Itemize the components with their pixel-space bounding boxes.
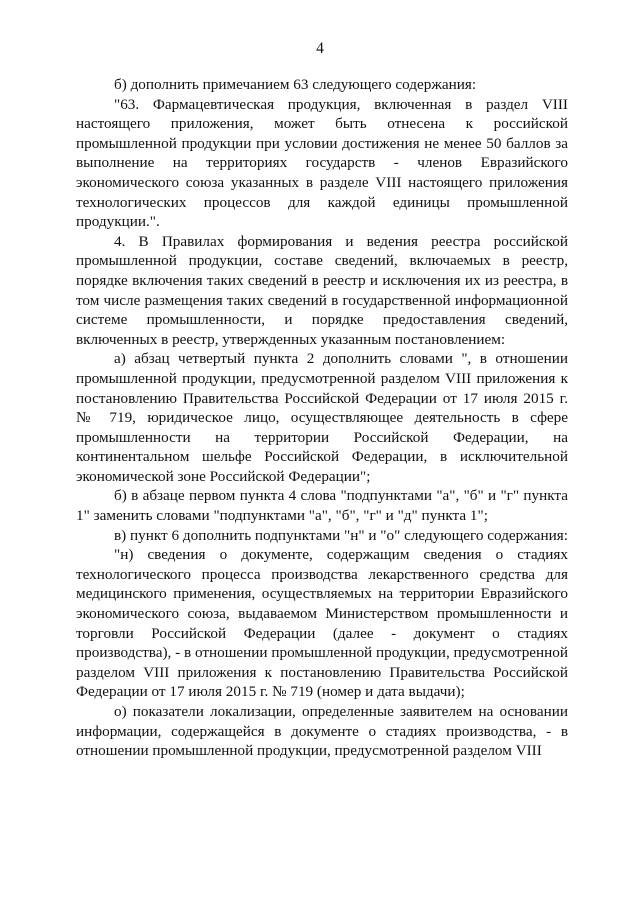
document-body [76, 75, 568, 761]
paragraph-b-note-63: б) дополнить примечанием 63 следующего содержания: [114, 76, 477, 93]
paragraph-subitem-a: а) абзац четвертый пункта 2 дополнить словами ", в отношении промышленной продукции, предусмотренной разделом VIII приложения к постановлению Правительства Российской Федерации от 17 июля 2015 г. № 719, юридическое лицо, осуществляющее деятельность в сфере промышленности на территории Российской Федерации, на континентальном шельфе Российской Федерации, в исключительной экономической зоне Российской Федерации"; [76, 350, 568, 485]
paragraph-subitem-o: о) показатели локализации, определенные заявителем на основании информации, содержащейся в документе о стадиях производства, - в отношении промышленной продукции, предусмотренной разделом VIII [76, 703, 568, 760]
paragraph-subitem-b: б) в абзаце первом пункта 4 слова "подпунктами "а", "б" и "г" пункта 1" заменить словами "подпунктами "а", "б", "г" и "д" пункта 1"; [76, 487, 568, 525]
paragraph-note-63-text: "63. Фармацевтическая продукция, включенная в раздел VIII настоящего приложения, может быть отнесена к российской промышленной продукции при условии достижения не менее 50 баллов за выполнение на территориях государств - членов Евразийского экономического союза указанных в разделе VIII настоящего приложения технологических процессов для каждой единицы промышленной продукции.". [76, 95, 568, 231]
page-number: 4 [316, 40, 324, 57]
paragraph-subitem-v: в) пункт 6 дополнить подпунктами "н" и "о" следующего содержания: [114, 526, 568, 544]
paragraph-subitem-n: "н) сведения о документе, содержащим сведения о стадиях технологического процесса производства лекарственного средства для медицинского применения, осуществляемых на территории Евразийского экономического союза, выдаваемом Министерством промышленности и торговли Российской Федерации (далее - документ о стадиях производства), - в отношении промышленной продукции, предусмотренной разделом VIII приложения к постановлению Правительства Российской Федерации от 17 июля 2015 г. № 719 (номер и дата выдачи); [76, 546, 568, 701]
paragraph-item-4: 4. В Правилах формирования и ведения реестра российской промышленной продукции, составе сведений, включаемых в реестр, порядке включения таких сведений в реестр и исключения их из реестра, в том числе размещения таких сведений в государственной информационной системе промышленности, и порядке предоставления сведений, включенных в реестр, утвержденных указанным постановлением: [76, 232, 568, 348]
